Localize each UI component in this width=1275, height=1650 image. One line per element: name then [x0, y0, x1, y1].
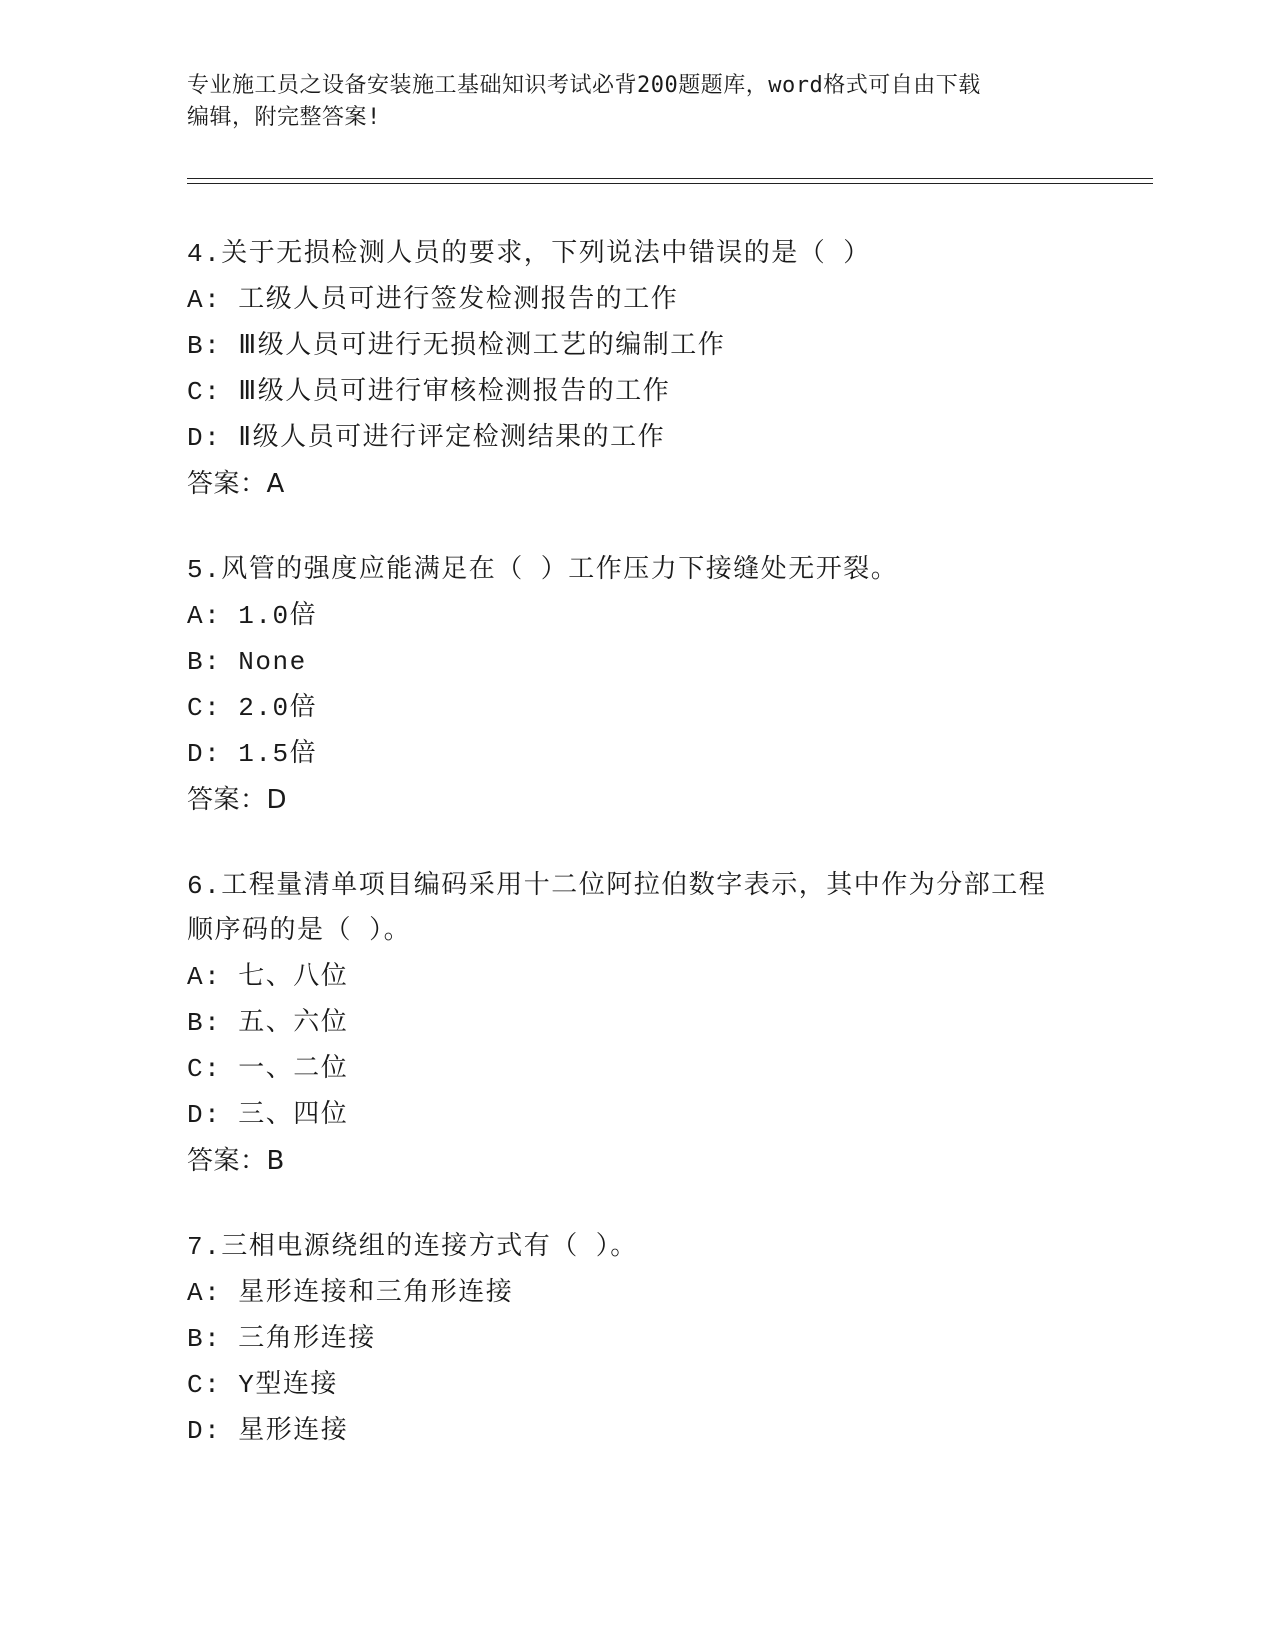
- option-b: B: None: [187, 647, 307, 677]
- question-block-5: [187, 548, 1087, 823]
- option-b: B: Ⅲ级人员可进行无损检测工艺的编制工作: [187, 331, 726, 361]
- question-block-6: [187, 864, 1087, 1184]
- question-stem: 6.工程量清单项目编码采用十二位阿拉伯数字表示，其中作为分部工程顺序码的是（ ）。: [187, 871, 1047, 946]
- question-block-7: [187, 1225, 1087, 1454]
- question-stem: 4.关于无损检测人员的要求，下列说法中错误的是（ ）: [187, 239, 871, 269]
- option-a: A: 星形连接和三角形连接: [187, 1278, 514, 1308]
- option-c: C: Y型连接: [187, 1370, 338, 1400]
- option-b: B: 三角形连接: [187, 1324, 376, 1354]
- option-a: A: 工级人员可进行签发检测报告的工作: [187, 285, 679, 315]
- option-b: B: 五、六位: [187, 1008, 349, 1038]
- header-divider-bottom: [187, 183, 1153, 184]
- answer-label: 答案：A: [187, 469, 285, 499]
- document-header: [187, 70, 1087, 134]
- answer-label: 答案：D: [187, 785, 288, 815]
- option-a: A: 七、八位: [187, 962, 349, 992]
- document-title-line-2: 编辑，附完整答案!: [187, 105, 381, 130]
- document-title-line-1: 专业施工员之设备安装施工基础知识考试必背200题题库，word格式可自由下载: [187, 73, 981, 98]
- question-block-4: [187, 232, 1087, 507]
- option-a: A: 1.0倍: [187, 601, 318, 631]
- option-d: D: 三、四位: [187, 1100, 349, 1130]
- option-c: C: 一、二位: [187, 1054, 349, 1084]
- question-stem: 5.风管的强度应能满足在（ ）工作压力下接缝处无开裂。: [187, 555, 899, 585]
- answer-label: 答案：B: [187, 1146, 285, 1176]
- option-c: C: 2.0倍: [187, 693, 318, 723]
- option-d: D: 星形连接: [187, 1416, 349, 1446]
- header-divider-top: [187, 178, 1153, 179]
- option-d: D: 1.5倍: [187, 739, 318, 769]
- option-c: C: Ⅲ级人员可进行审核检测报告的工作: [187, 377, 671, 407]
- question-stem: 7.三相电源绕组的连接方式有（ ）。: [187, 1232, 638, 1262]
- option-d: D: Ⅱ级人员可进行评定检测结果的工作: [187, 423, 666, 453]
